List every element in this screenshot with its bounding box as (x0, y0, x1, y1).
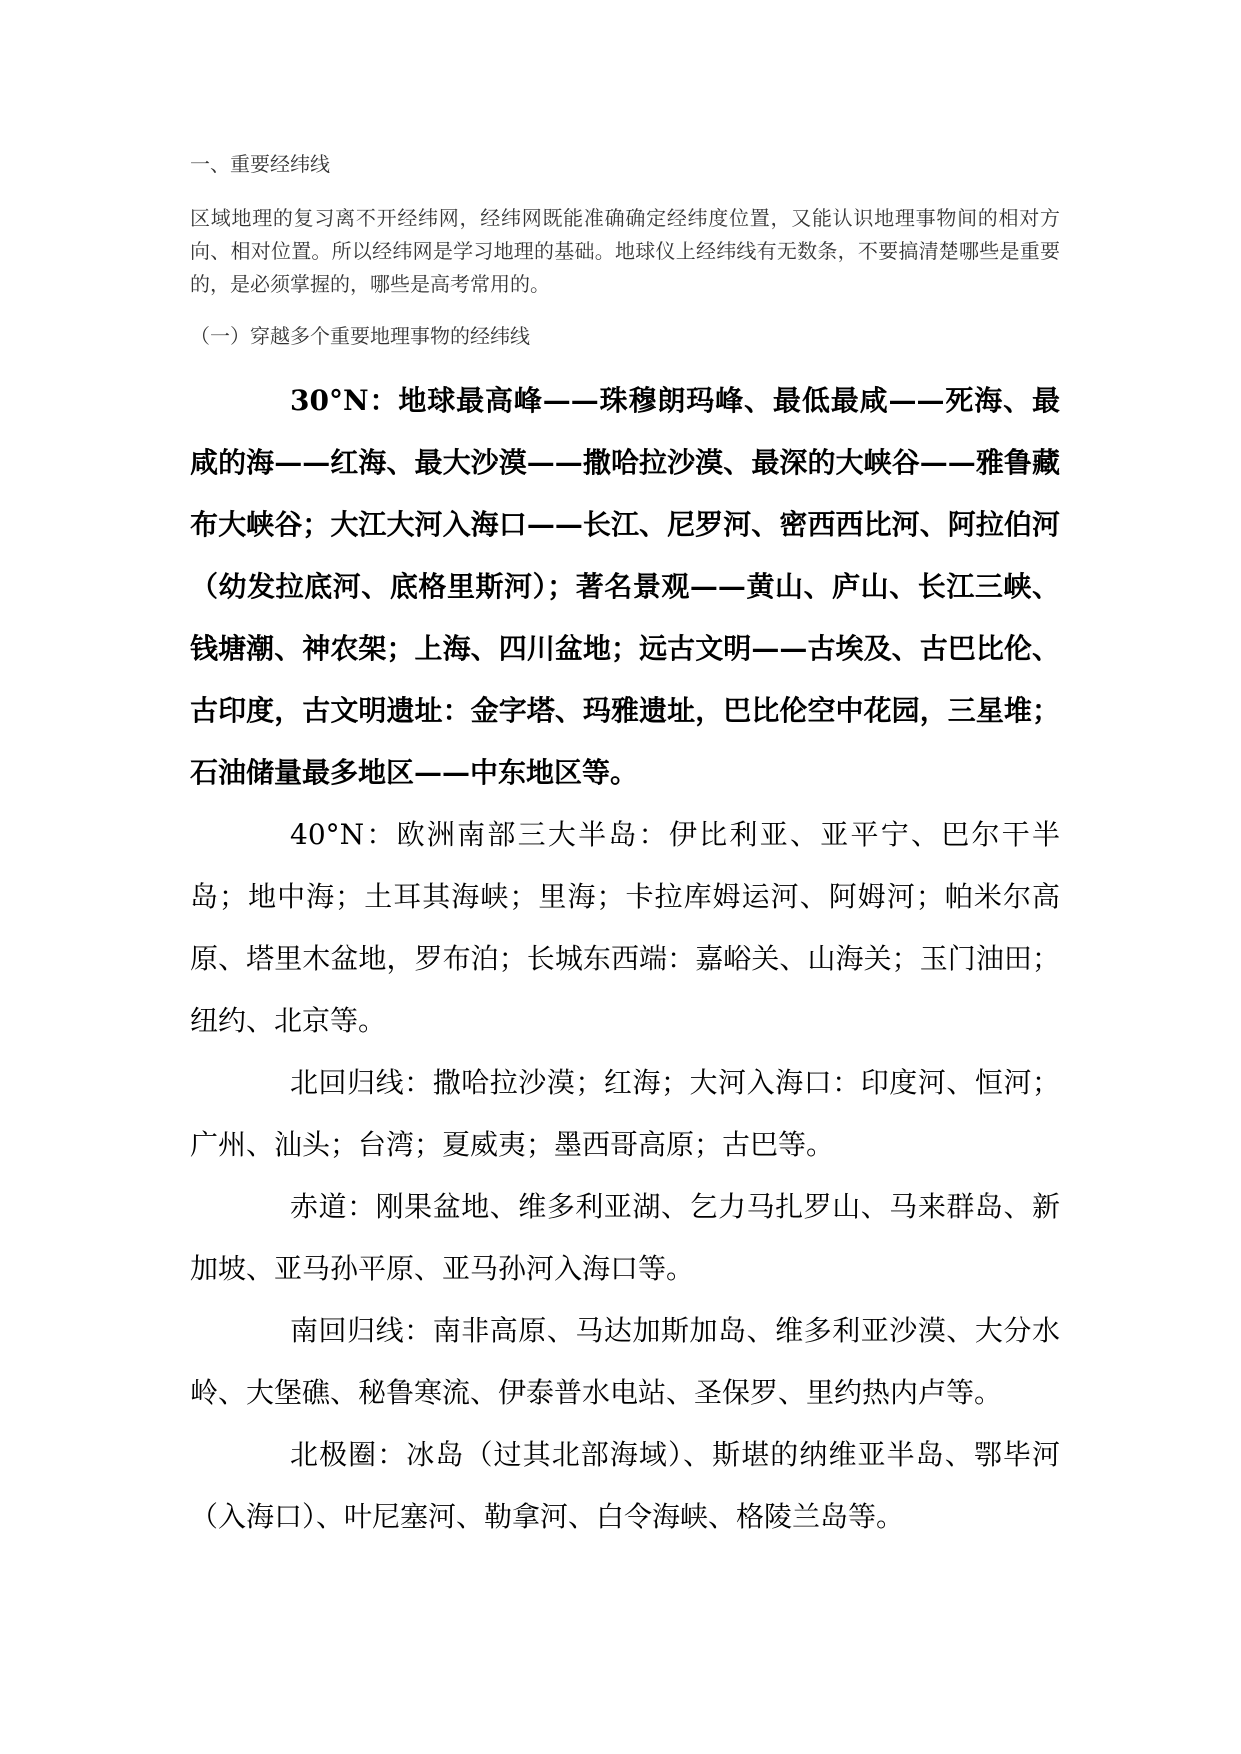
subsection-heading: （一）穿越多个重要地理事物的经纬线 (190, 324, 530, 348)
paragraph-40n: 40°N：欧洲南部三大半岛：伊比利亚、亚平宁、巴尔干半岛；地中海；土耳其海峡；里海；卡拉库姆运河、阿姆河；帕米尔高原、塔里木盆地，罗布泊；长城东西端：嘉峪关、山海关；玉门油田；纽约、北京等。 (190, 818, 1060, 1037)
intro-paragraph: 区域地理的复习离不开经纬网，经纬网既能准确确定经纬度位置，又能认识地理事物间的相对方向、相对位置。所以经纬网是学习地理的基础。地球仪上经纬线有无数条，不要搞清楚哪些是重要的，是必须掌握的，哪些是高考常用的。 (190, 206, 1060, 296)
paragraph-tropic-of-cancer: 北回归线：撒哈拉沙漠；红海；大河入海口：印度河、恒河；广州、汕头；台湾；夏威夷；墨西哥高原；古巴等。 (190, 1066, 1060, 1161)
section-heading: 一、重要经纬线 (190, 152, 330, 176)
document-content (190, 150, 1060, 1548)
paragraph-arctic-circle: 北极圈：冰岛（过其北部海域）、斯堪的纳维亚半岛、鄂毕河（入海口）、叶尼塞河、勒拿河、白令海峡、格陵兰岛等。 (190, 1438, 1060, 1533)
paragraph-30n: 30°N：地球最高峰——珠穆朗玛峰、最低最咸——死海、最咸的海——红海、最大沙漠——撒哈拉沙漠、最深的大峡谷——雅鲁藏布大峡谷；大江大河入海口——长江、尼罗河、密西西比河、阿拉伯河（幼发拉底河、底格里斯河）；著名景观——黄山、庐山、长江三峡、钱塘潮、神农架；上海、四川盆地；远古文明——古埃及、古巴比伦、古印度，古文明遗址：金字塔、玛雅遗址，巴比伦空中花园，三星堆；石油储量最多地区——中东地区等。 (190, 384, 1060, 789)
paragraph-equator: 赤道：刚果盆地、维多利亚湖、乞力马扎罗山、马来群岛、新加坡、亚马孙平原、亚马孙河入海口等。 (190, 1190, 1060, 1285)
paragraph-tropic-of-capricorn: 南回归线：南非高原、马达加斯加岛、维多利亚沙漠、大分水岭、大堡礁、秘鲁寒流、伊泰普水电站、圣保罗、里约热内卢等。 (190, 1314, 1060, 1409)
